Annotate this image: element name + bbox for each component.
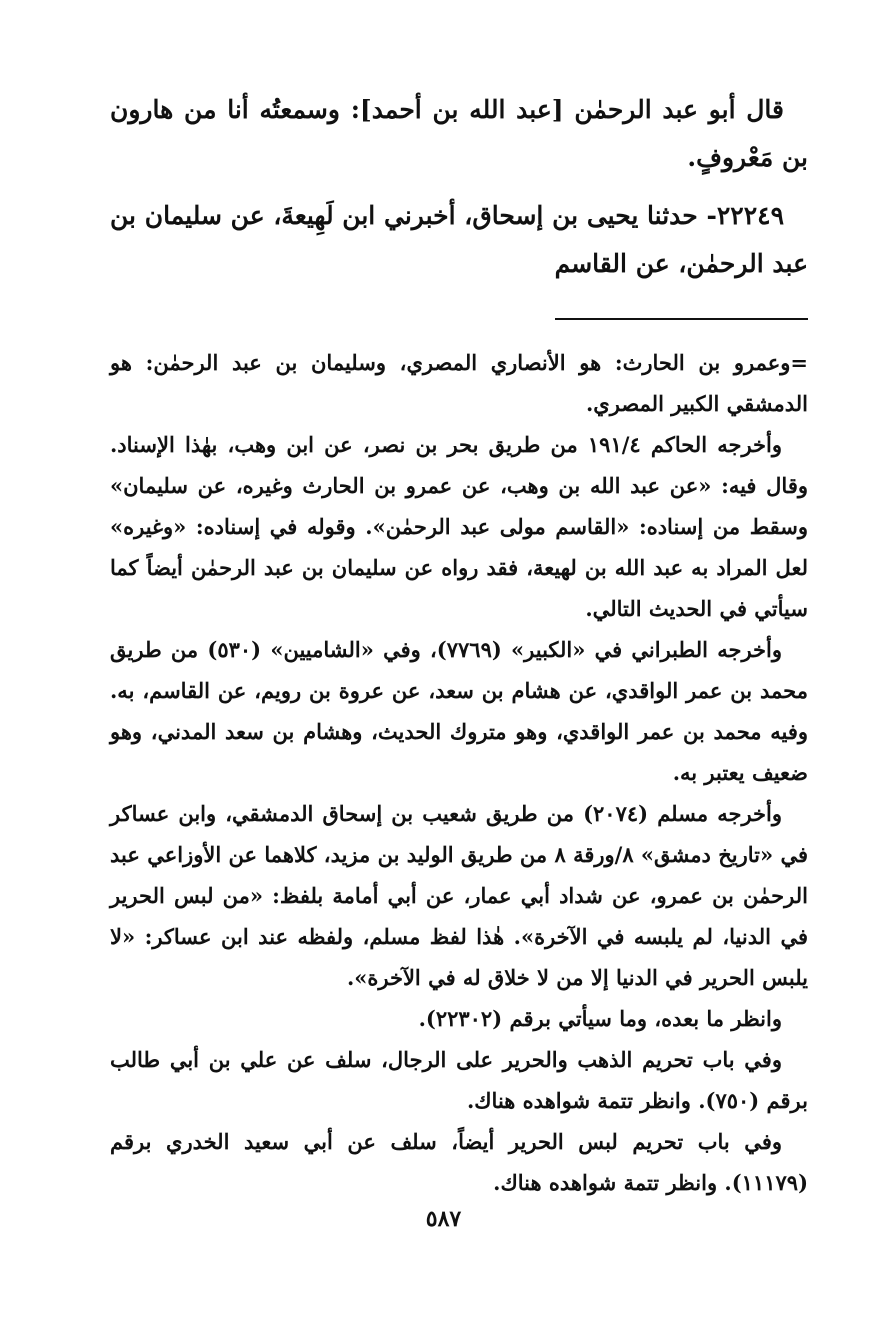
footnote-paragraph: وأخرجه الطبراني في «الكبير» (٧٧٦٩)، وفي «الشاميين» (٥٣٠) من طريق محمد بن عمر الواقدي، عن هشام بن سعد، عن عروة بن رويم، عن القاسم، به. وفيه محمد بن عمر الواقدي، وهو متروك الحديث، وهشام بن سعد المدني، وهو ضعيف يعتبر به. xyxy=(110,637,808,785)
main-paragraph-narrator-note: قال أبو عبد الرحمٰن [عبد الله بن أحمد]: وسمعتُه أنا من هارون بن مَعْروفٍ. xyxy=(110,95,808,172)
main-paragraph-hadith-22249: ٢٢٢٤٩- حدثنا يحيى بن إسحاق، أخبرني ابن لَهِيعةَ، عن سليمان بن عبد الرحمٰن، عن القاسم xyxy=(110,201,808,278)
footnote-paragraph: وفي باب تحريم لبس الحرير أيضاً، سلف عن أبي سعيد الخدري برقم (١١١٧٩). وانظر تتمة شواهده هناك. xyxy=(110,1129,808,1195)
footnote-paragraph: وأخرجه الحاكم ١٩١/٤ من طريق بحر بن نصر، عن ابن وهب، بهٰذا الإسناد. وقال فيه: «عن عبد الله بن وهب، عن عمرو بن الحارث وغيره، عن سليمان» وسقط من إسناده: «القاسم مولى عبد الرحمٰن». وقوله في إسناده: «وغيره» لعل المراد به عبد الله بن لهيعة، فقد رواه عن سليمان بن عبد الرحمٰن أيضاً كما سيأتي في الحديث التالي. xyxy=(110,432,808,621)
footnote-paragraph: وفي باب تحريم الذهب والحرير على الرجال، سلف عن علي بن أبي طالب برقم (٧٥٠). وانظر تتمة شواهده هناك. xyxy=(110,1047,808,1113)
footnote-paragraph: =وعمرو بن الحارث: هو الأنصاري المصري، وسليمان بن عبد الرحمٰن: هو الدمشقي الكبير المصري. xyxy=(110,350,808,416)
page-number: ٥٨٧ xyxy=(425,1206,462,1232)
main-text xyxy=(110,86,808,298)
footnotes xyxy=(110,342,808,1203)
footnote-paragraph: وانظر ما بعده، وما سيأتي برقم (٢٢٣٠٢). xyxy=(418,1006,782,1031)
footnote-separator xyxy=(555,318,808,320)
footnote-paragraph: وأخرجه مسلم (٢٠٧٤) من طريق شعيب بن إسحاق الدمشقي، وابن عساكر في «تاريخ دمشق» ٨/ورقة ٨ من طريق الوليد بن مزيد، كلاهما عن الأوزاعي عبد الرحمٰن بن عمرو، عن شداد أبي عمار، عن أبي أمامة بلفظ: «من لبس الحرير في الدنيا، لم يلبسه في الآخرة». هٰذا لفظ مسلم، ولفظه عند ابن عساكر: «لا يلبس الحرير في الدنيا إلا من لا خلاق له في الآخرة». xyxy=(110,801,809,990)
